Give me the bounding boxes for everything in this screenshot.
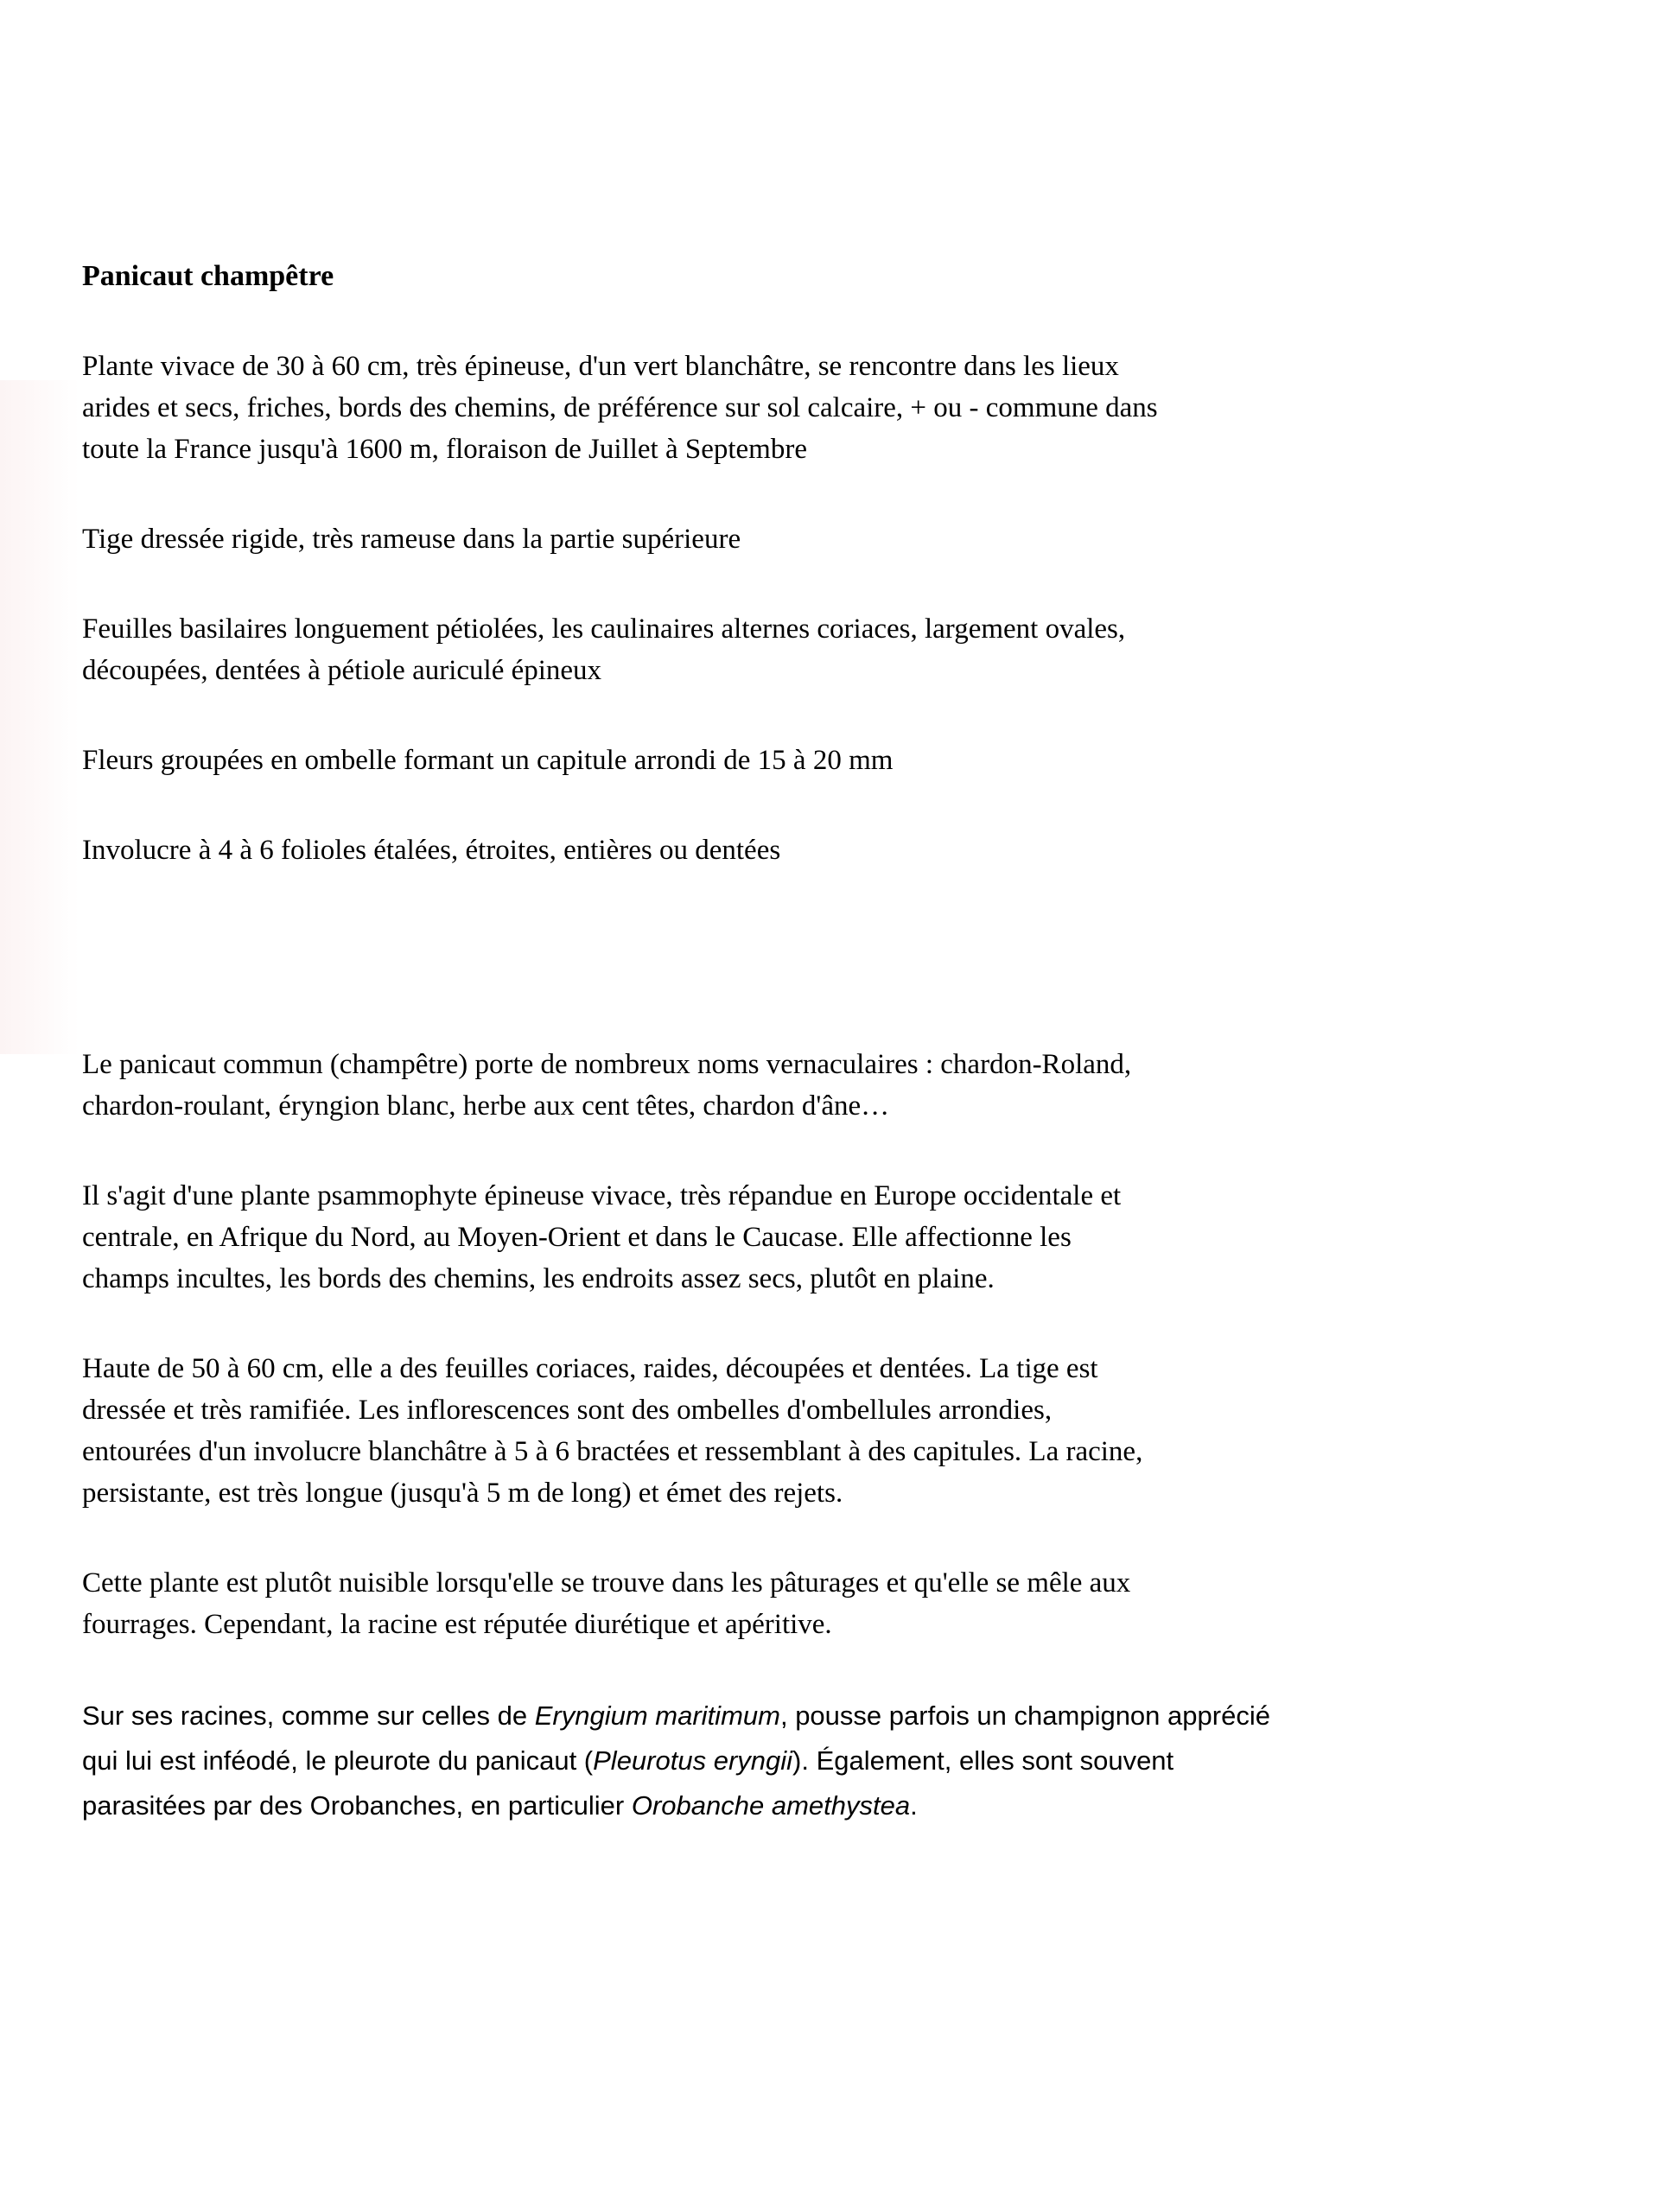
paragraph <box>82 608 1555 691</box>
text-segment: centrale, en Afrique du Nord, au Moyen-Orient et dans le Caucase. Elle affectionne les <box>82 1222 1072 1253</box>
text-line <box>82 1217 1555 1258</box>
text-segment: Feuilles basilaires longuement pétiolées, les caulinaires alternes coriaces, largement ovales, <box>82 613 1126 645</box>
text-segment: arides et secs, friches, bords des chemins, de préférence sur sol calcaire, + ou - commune dans <box>82 392 1158 423</box>
text-segment: . <box>910 1790 918 1821</box>
text-segment: Involucre à 4 à 6 folioles étalées, étroites, entières ou dentées <box>82 835 781 866</box>
text-line <box>82 387 1555 429</box>
document-title: Panicaut champêtre <box>82 260 334 292</box>
text-line <box>82 1562 1555 1604</box>
text-segment: Fleurs groupées en ombelle formant un capitule arrondi de 15 à 20 mm <box>82 745 894 776</box>
text-line <box>82 518 1555 560</box>
text-segment: Haute de 50 à 60 cm, elle a des feuilles coriaces, raides, découpées et dentées. La tige est <box>82 1353 1098 1384</box>
latin-name: Pleurotus eryngii <box>593 1745 793 1776</box>
text-line <box>82 1472 1555 1514</box>
text-segment: champs incultes, les bords des chemins, les endroits assez secs, plutôt en plaine. <box>82 1263 995 1294</box>
paragraph <box>82 1348 1555 1514</box>
text-line <box>82 1389 1555 1431</box>
paragraph <box>82 1044 1555 1127</box>
text-segment: ). Également, elles sont souvent <box>792 1745 1174 1776</box>
text-line <box>82 1258 1555 1300</box>
document-content <box>82 256 1555 1877</box>
paragraph <box>82 1562 1555 1645</box>
text-segment: parasitées par des Orobanches, en particulier <box>82 1790 632 1821</box>
text-line <box>82 1085 1555 1127</box>
text-segment: qui lui est inféodé, le pleurote du panicaut ( <box>82 1745 594 1776</box>
text-segment: Il s'agit d'une plante psammophyte épineuse vivace, très répandue en Europe occidentale et <box>82 1180 1122 1211</box>
text-line <box>82 1738 1555 1783</box>
latin-name: Eryngium maritimum <box>534 1700 780 1731</box>
text-segment: découpées, dentées à pétiole auriculé épineux <box>82 655 602 686</box>
text-line <box>82 830 1555 871</box>
paragraph <box>82 830 1555 871</box>
text-segment: , pousse parfois un champignon apprécié <box>779 1700 1270 1731</box>
text-segment: Plante vivace de 30 à 60 cm, très épineuse, d'un vert blanchâtre, se rencontre dans les lieux <box>82 351 1119 382</box>
text-segment: Sur ses racines, comme sur celles de <box>82 1700 535 1731</box>
paragraph <box>82 346 1555 470</box>
text-segment: Cette plante est plutôt nuisible lorsqu'elle se trouve dans les pâturages et qu'elle se mêle aux <box>82 1567 1131 1599</box>
text-line <box>82 1604 1555 1645</box>
text-segment: Tige dressée rigide, très rameuse dans la partie supérieure <box>82 524 741 555</box>
text-segment: chardon-roulant, éryngion blanc, herbe aux cent têtes, chardon d'âne… <box>82 1090 890 1122</box>
text-line <box>82 608 1555 650</box>
text-segment: toute la France jusqu'à 1600 m, floraison de Juillet à Septembre <box>82 434 807 465</box>
text-segment: entourées d'un involucre blanchâtre à 5 à 6 bractées et ressemblant à des capitules. La racine, <box>82 1436 1143 1467</box>
text-line <box>82 429 1555 470</box>
text-line <box>82 346 1555 387</box>
text-line <box>82 740 1555 781</box>
text-line <box>82 1348 1555 1389</box>
latin-name: Orobanche amethystea <box>631 1790 911 1821</box>
text-segment: dressée et très ramifiée. Les inflorescences sont des ombelles d'ombellules arrondies, <box>82 1395 1053 1426</box>
paragraph <box>82 518 1555 560</box>
text-line <box>82 1783 1555 1828</box>
document-body <box>82 346 1555 1828</box>
text-line <box>82 1044 1555 1085</box>
paragraph <box>82 740 1555 781</box>
text-segment: fourrages. Cependant, la racine est réputée diurétique et apéritive. <box>82 1609 832 1640</box>
text-segment: Le panicaut commun (champêtre) porte de nombreux noms vernaculaires : chardon-Roland, <box>82 1049 1132 1080</box>
text-line <box>82 1694 1555 1738</box>
paragraph <box>82 1694 1555 1828</box>
text-line <box>82 1431 1555 1472</box>
text-segment: persistante, est très longue (jusqu'à 5 m de long) et émet des rejets. <box>82 1478 843 1509</box>
scan-edge-tint <box>0 380 80 1054</box>
paragraph <box>82 1175 1555 1300</box>
text-line <box>82 1175 1555 1217</box>
text-line <box>82 650 1555 691</box>
